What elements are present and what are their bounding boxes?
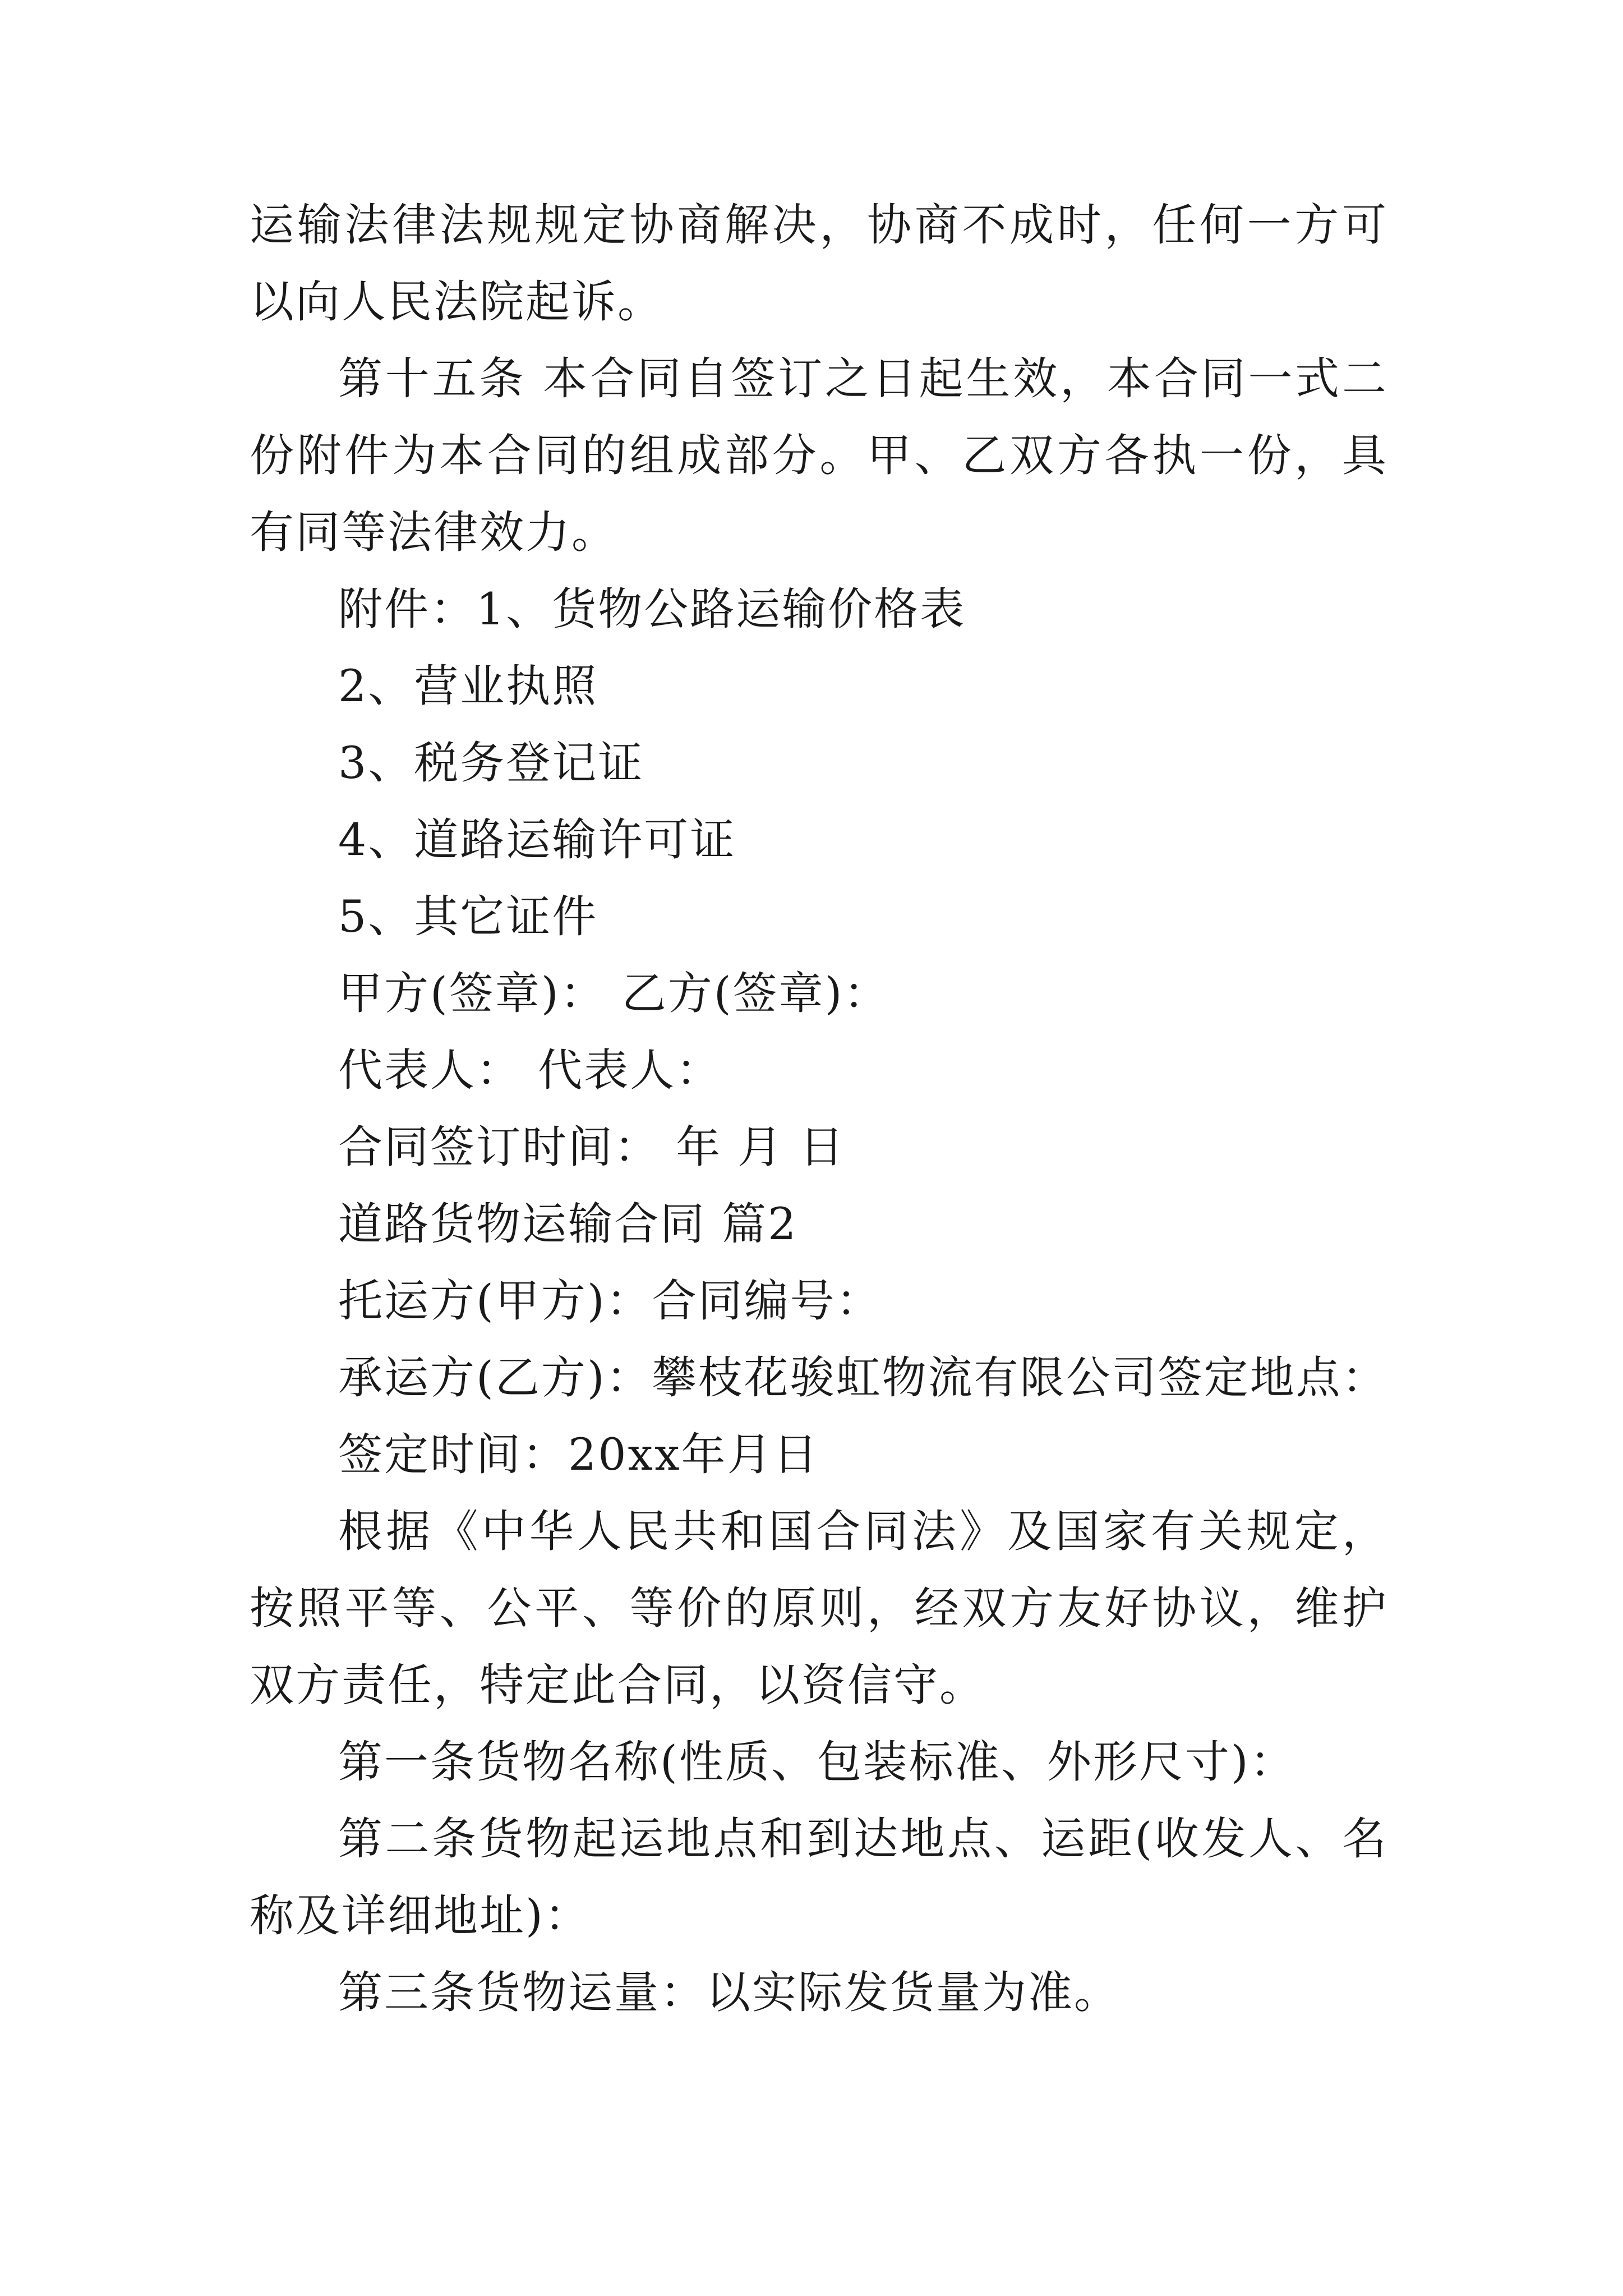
paragraph-dispute-resolution-continued: 运输法律法规规定协商解决，协商不成时，任何一方可以向人民法院起诉。 (250, 199, 1388, 328)
section-heading-contract-2: 道路货物运输合同 篇2 (338, 1198, 798, 1250)
paragraph-attachment-1: 附件：1、货物公路运输价格表 (338, 583, 966, 635)
paragraph-attachment-2: 2、营业执照 (338, 660, 598, 712)
paragraph-attachment-3: 3、税务登记证 (338, 737, 644, 789)
paragraph-consignor: 托运方(甲方)：合同编号： (338, 1275, 882, 1327)
paragraph-article-2: 第二条货物起运地点和到达地点、运距(收发人、名称及详细地址)： (250, 1813, 1388, 1941)
paragraph-attachment-5: 5、其它证件 (338, 891, 598, 942)
paragraph-article-1: 第一条货物名称(性质、包装标准、外形尺寸)： (338, 1736, 1296, 1788)
paragraph-attachment-4: 4、道路运输许可证 (338, 814, 736, 866)
paragraph-signing-date: 合同签订时间： 年 月 日 (338, 1121, 846, 1173)
document-body (250, 187, 1388, 2031)
paragraph-article-15: 第十五条 本合同自签订之日起生效，本合同一式二份附件为本合同的组成部分。甲、乙双方各执一份，具有同等法律效力。 (250, 353, 1388, 558)
paragraph-carrier: 承运方(乙方)：攀枝花骏虹物流有限公司签定地点： (338, 1352, 1388, 1404)
paragraph-article-3: 第三条货物运量：以实际发货量为准。 (338, 1967, 1120, 2018)
paragraph-signature-parties: 甲方(签章)： 乙方(签章)： (338, 968, 890, 1019)
paragraph-preamble: 根据《中华人民共和国合同法》及国家有关规定，按照平等、公平、等价的原则，经双方友好协议，维护双方责任，特定此合同，以资信守。 (250, 1506, 1388, 1711)
paragraph-representatives: 代表人： 代表人： (338, 1045, 722, 1096)
paragraph-signing-time: 签定时间：20xx年月日 (338, 1429, 819, 1480)
